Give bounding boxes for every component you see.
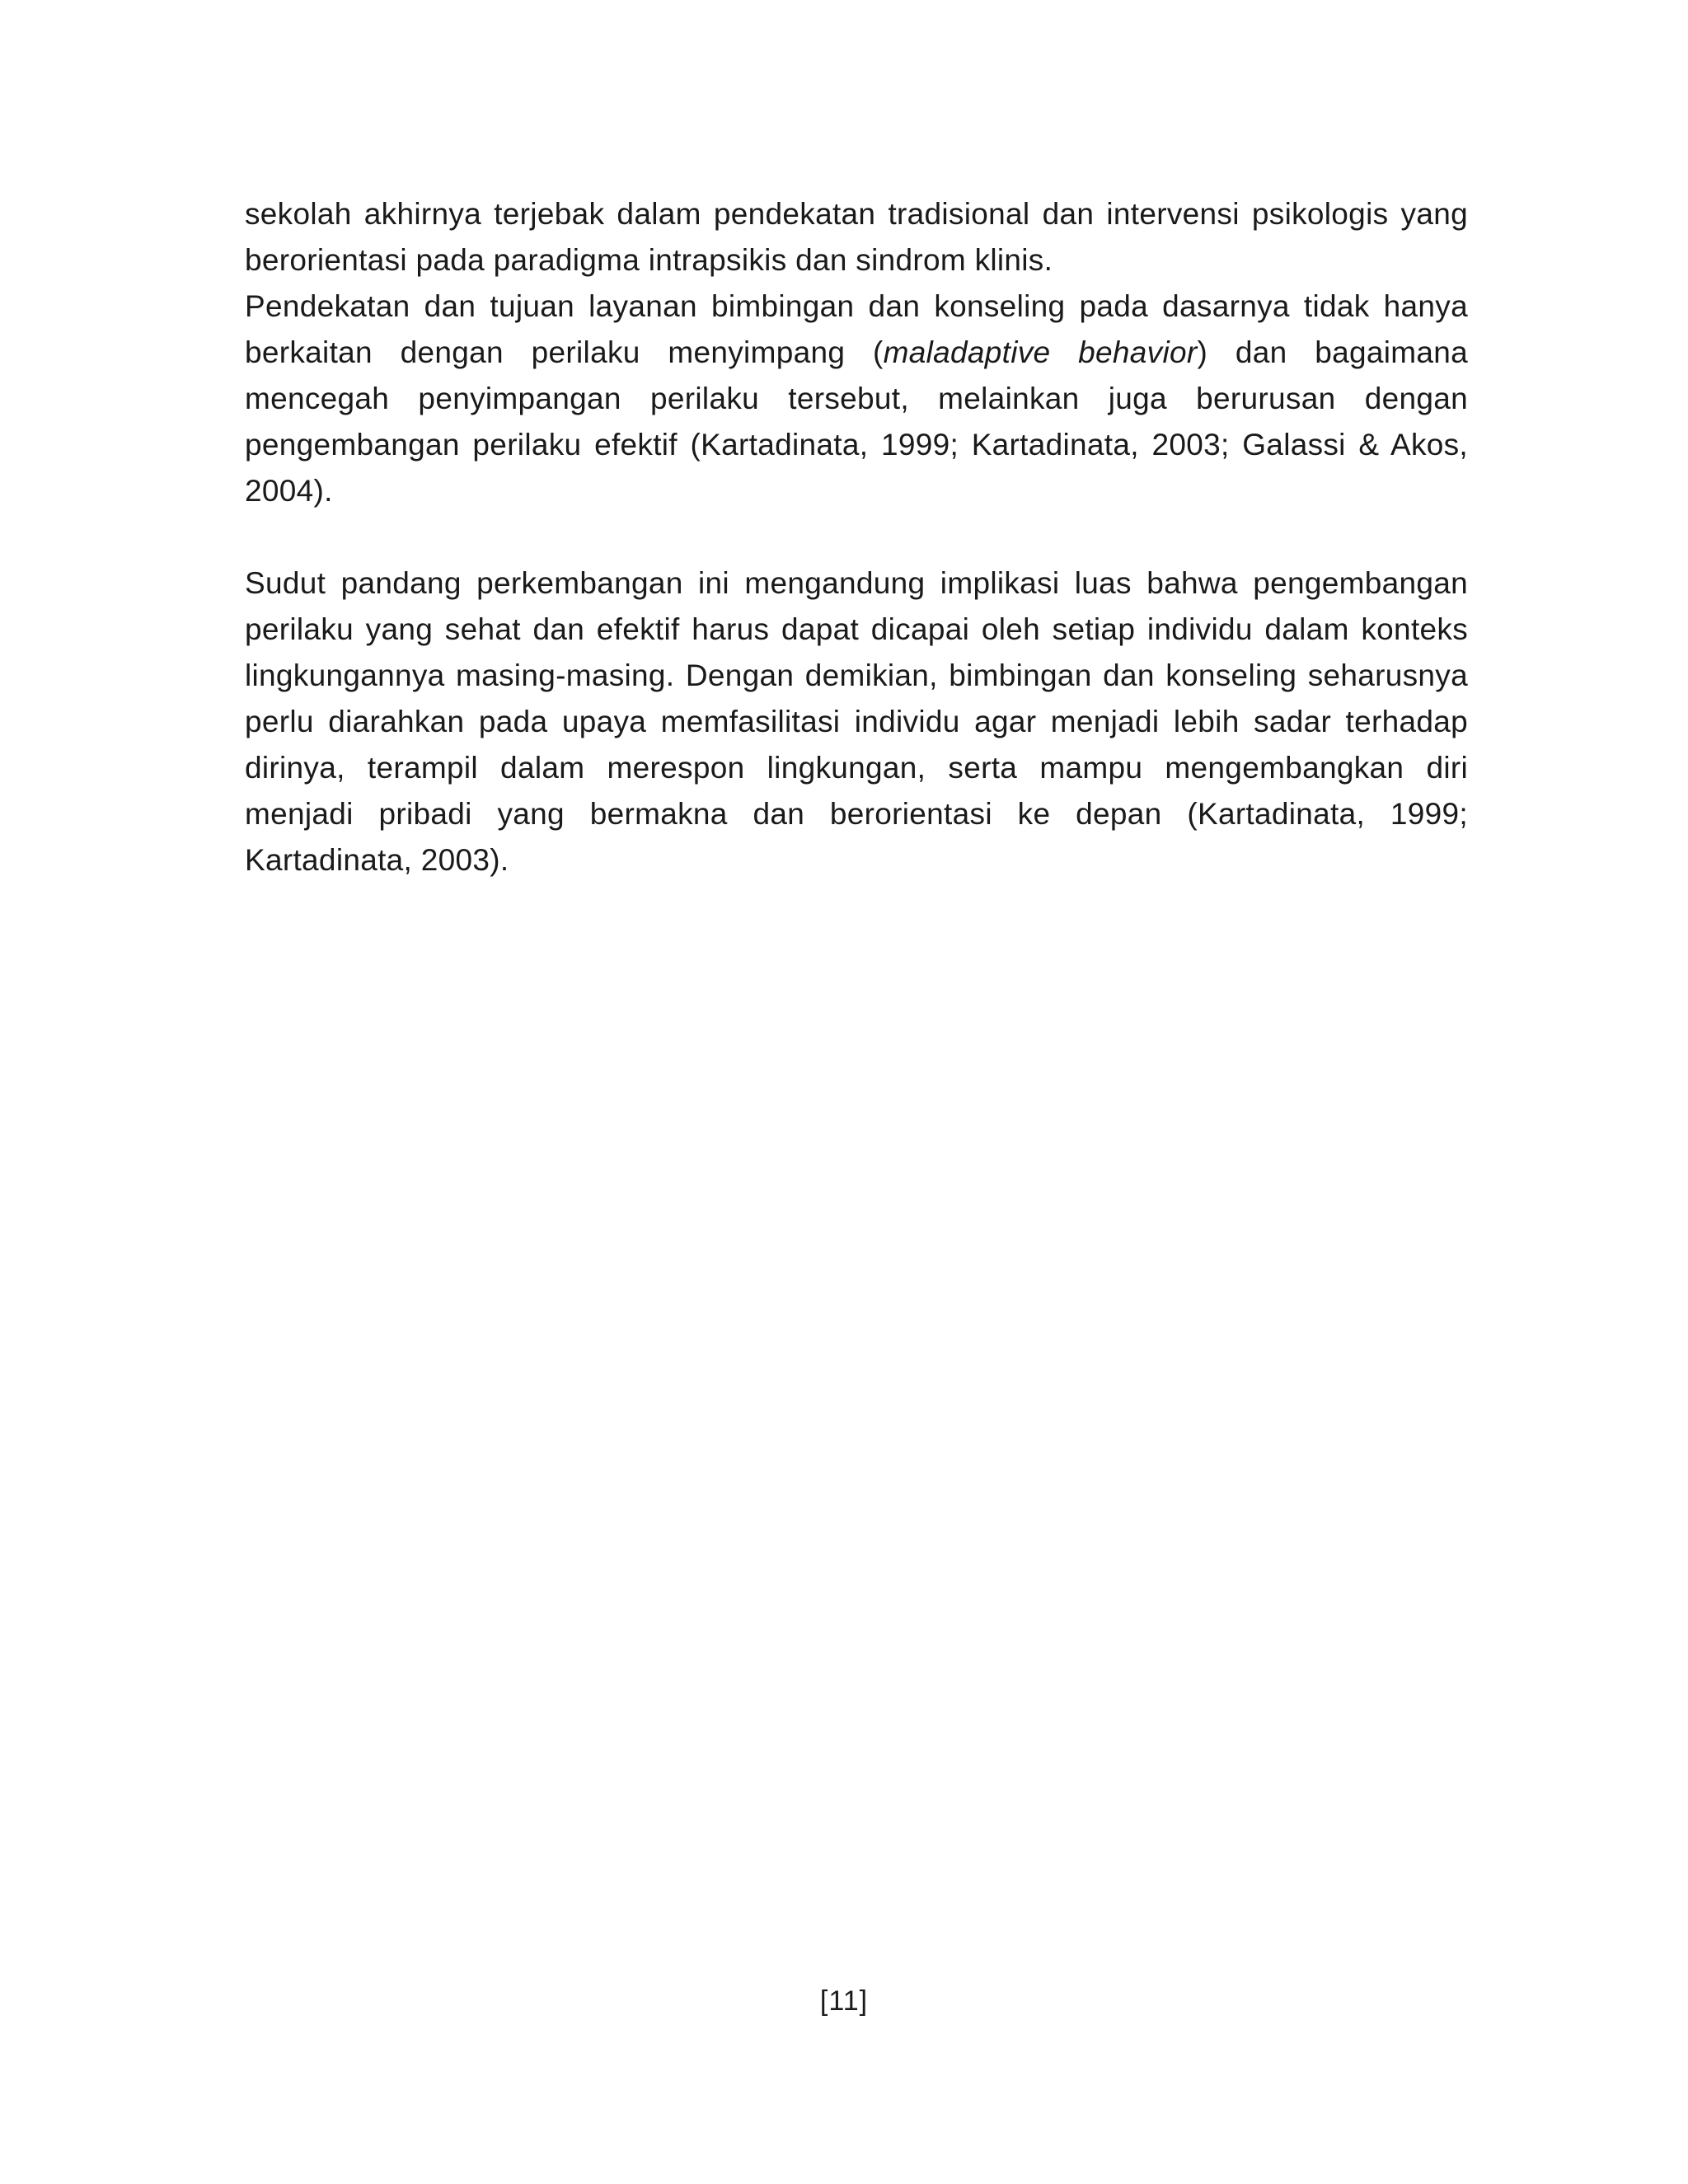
paragraph-approach [245, 284, 1468, 514]
paragraph-development: Sudut pandang perkembangan ini mengandung implikasi luas bahwa pengembangan perilaku yang sehat dan efektif harus dapat dicapai oleh setiap individu dalam konteks lingkungannya masing-masing. Dengan demikian, bimbingan dan konseling seharusnya perlu diarahkan pada upaya memfasilitasi individu agar menjadi lebih sadar terhadap dirinya, terampil dalam merespon lingkungan, serta mampu mengembangkan diri menjadi pribadi yang bermakna dan berorientasi ke depan (Kartadinata, 1999; Kartadinata, 2003). [245, 566, 1468, 877]
body-text [245, 191, 1468, 883]
page-number: [11] [819, 1985, 869, 2017]
italic-term: maladaptive behavior [883, 335, 1198, 369]
paragraph-approach-text-after: ) dan bagaimana mencegah penyimpangan perilaku tersebut, melainkan juga berurusan dengan pengembangan perilaku efektif (Kartadinata, 1999; Kartadinata, 2003; Galassi & Akos, 2004). [245, 335, 1468, 508]
paragraph-continuation: sekolah akhirnya terjebak dalam pendekatan tradisional dan intervensi psikologis yang berorientasi pada paradigma intrapsikis dan sindrom klinis. [245, 197, 1468, 277]
paragraph-approach-text-before: Pendekatan dan tujuan layanan bimbingan dan konseling pada dasarnya tidak hanya berkaitan dengan perilaku menyimpang ( [245, 289, 1468, 369]
